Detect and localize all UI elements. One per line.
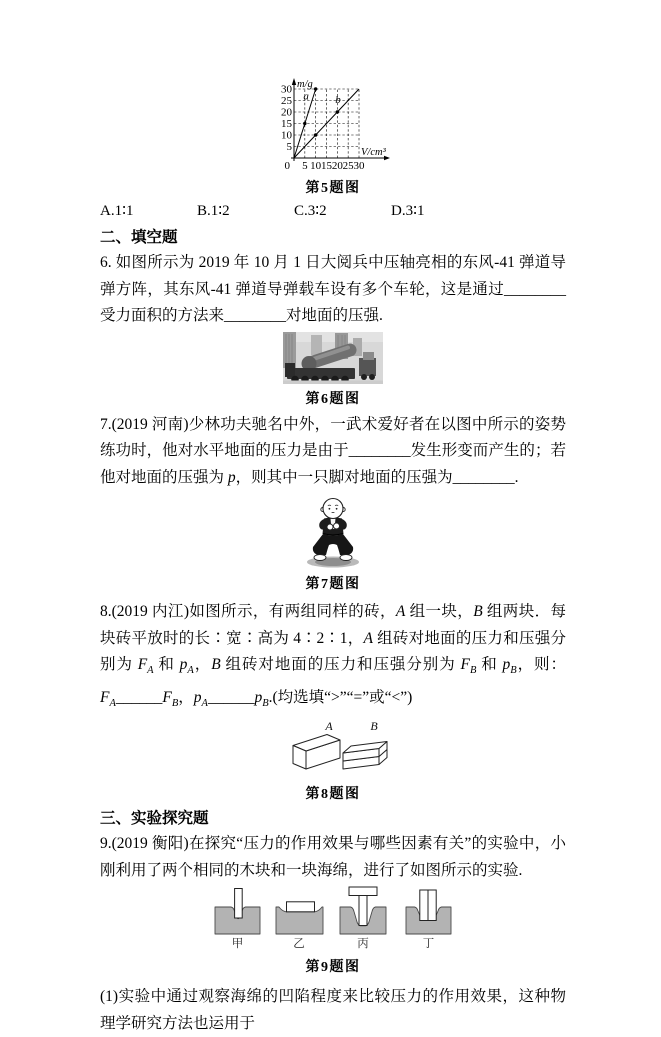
svg-text:5: 5 bbox=[302, 160, 308, 172]
q6-missile-truck-photo bbox=[283, 332, 383, 384]
q6-text: 6. 如图所示为 2019 年 10 月 1 日大阅兵中压轴亮相的东风-41 弹道导弹方阵，其东风-41 弹道导弹载车设有多个车轮，这是通过________受力面积的方法来________对地面的压强. bbox=[100, 254, 566, 324]
q7-figure bbox=[100, 493, 566, 593]
svg-text:15: 15 bbox=[321, 160, 332, 172]
setup-bing-label: 丙 bbox=[357, 938, 369, 951]
q8-figure bbox=[100, 719, 566, 803]
q5-figure-caption: 第5题图 bbox=[305, 181, 361, 196]
q7-text: 7.(2019 河南)少林功夫驰名中外，一武术爱好者在以图中所示的姿势练功时，他对水平地面的压力是由于________发生形变而产生的；若他对地面的压强为 p，则其中一只脚对地面的压强为________. bbox=[100, 415, 566, 486]
section-heading-experiment: 三、实验探究题 bbox=[100, 810, 209, 828]
q8-figure-caption: 第8题图 bbox=[305, 787, 361, 803]
q7-kungfu-monk-figure bbox=[293, 493, 373, 569]
q5-option-b: B.1∶2 bbox=[197, 203, 230, 219]
svg-text:10: 10 bbox=[281, 129, 292, 142]
svg-text:30: 30 bbox=[281, 83, 292, 96]
q9-figure bbox=[100, 886, 566, 976]
q9-experiment-diagram bbox=[198, 886, 468, 952]
q5-option-c: C.3∶2 bbox=[294, 203, 327, 219]
svg-text:10: 10 bbox=[310, 160, 322, 172]
svg-text:15: 15 bbox=[281, 118, 292, 131]
setup-ding-label: 丁 bbox=[422, 938, 435, 951]
brick-a-label: A bbox=[325, 719, 333, 734]
brick-b-label: B bbox=[370, 719, 378, 734]
svg-text:5: 5 bbox=[286, 141, 292, 154]
q5-options bbox=[100, 201, 566, 222]
q5-density-chart bbox=[264, 74, 402, 173]
svg-text:25: 25 bbox=[281, 95, 292, 108]
q6-figure bbox=[100, 332, 566, 408]
svg-text:m/g: m/g bbox=[297, 79, 313, 90]
svg-text:30: 30 bbox=[353, 160, 365, 172]
section-heading-fill-blanks: 二、填空题 bbox=[100, 229, 178, 246]
q6-figure-caption: 第6题图 bbox=[305, 391, 361, 407]
svg-text:b: b bbox=[335, 93, 341, 106]
svg-text:25: 25 bbox=[342, 160, 354, 172]
q5-option-d: D.3∶1 bbox=[391, 203, 425, 219]
q8-bricks-diagram bbox=[273, 719, 393, 779]
q9-figure-caption: 第9题图 bbox=[305, 960, 361, 976]
svg-text:V/cm³: V/cm³ bbox=[361, 147, 386, 158]
svg-text:0: 0 bbox=[284, 160, 290, 172]
setup-yi-label: 乙 bbox=[293, 938, 305, 951]
svg-text:20: 20 bbox=[281, 106, 292, 119]
q8-text: 8.(2019 内江)如图所示，有两组同样的砖，A 组一块，B 组两块．每块砖平放时的长∶宽∶高为 4∶2∶1，A 组砖对地面的压力和压强分别为 $F_A$ 和 $p_A$，B 组砖对地面的压力和压强分别为 $F_B$ 和 $p_B$，则：$F_A\_\_\_\_\_\_F_B$，$p_A\_\_\_\_\_\_p_B$.(均选填“>”“=”或“<”) bbox=[100, 603, 566, 709]
q5-figure bbox=[100, 74, 566, 197]
q7-figure-caption: 第7题图 bbox=[305, 577, 361, 592]
q9-text: 9.(2019 衡阳)在探究“压力的作用效果与哪些因素有关”的实验中，小刚利用了两个相同的木块和一块海绵，进行了如图所示的实验. bbox=[100, 835, 566, 879]
svg-text:a: a bbox=[303, 90, 309, 103]
q5-option-a: A.1∶1 bbox=[100, 203, 134, 219]
svg-text:20: 20 bbox=[331, 160, 343, 172]
q9-sub1-text: (1)实验中通过观察海绵的凹陷程度来比较压力的作用效果，这种物理学研究方法也运用于 bbox=[100, 988, 566, 1032]
setup-jia-label: 甲 bbox=[231, 938, 244, 951]
